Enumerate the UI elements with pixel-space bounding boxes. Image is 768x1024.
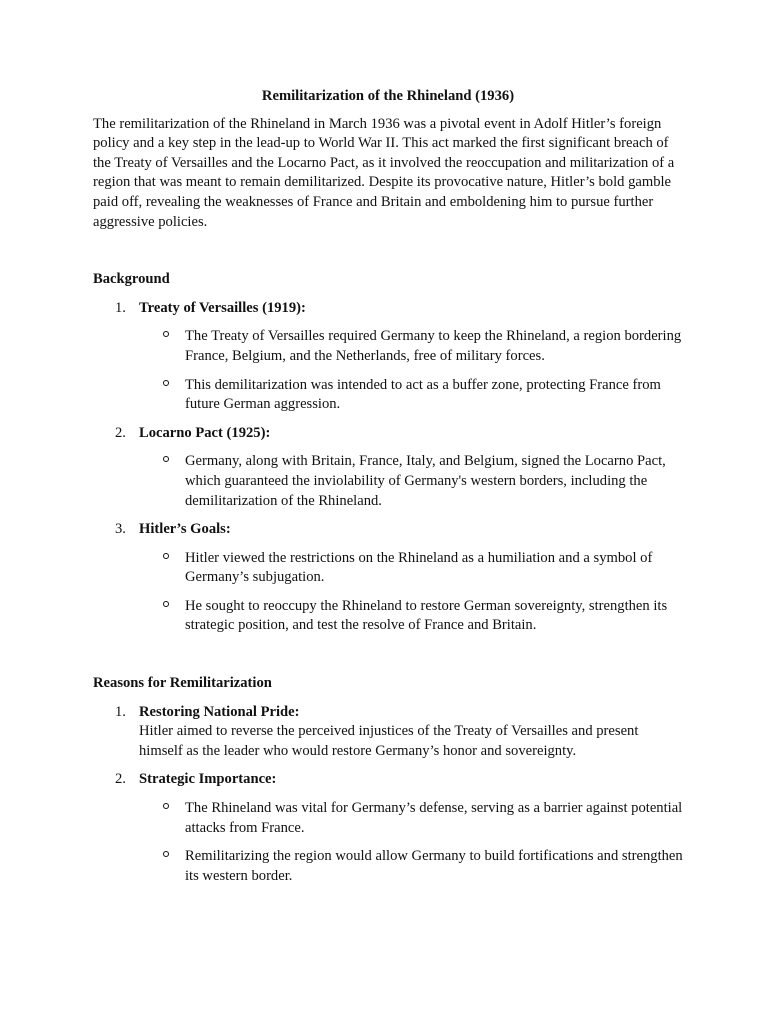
- sub-list: [139, 452, 683, 511]
- item-title: Restoring National Pride:: [139, 703, 300, 720]
- sub-item: [139, 597, 683, 636]
- bullet-circle-icon: [163, 803, 169, 809]
- sub-item-text: Germany, along with Britain, France, Italy, and Belgium, signed the Locarno Pact, which guaranteed the inviolability of Germany's western borders, including the demilitarization of the Rhineland.: [185, 453, 666, 509]
- sub-item-text: Hitler viewed the restrictions on the Rhineland as a humiliation and a symbol of Germany’s subjugation.: [185, 549, 653, 586]
- bullet-circle-icon: [163, 456, 169, 462]
- item-title: Locarno Pact (1925):: [139, 424, 271, 441]
- sub-item-text: Remilitarizing the region would allow Germany to build fortifications and strengthen its western border.: [185, 848, 683, 884]
- sub-item: [139, 376, 683, 415]
- bullet-circle-icon: [163, 601, 169, 607]
- sub-list: [139, 327, 683, 414]
- sub-item: [139, 549, 683, 588]
- sub-item: [139, 799, 683, 838]
- item-title: Treaty of Versailles (1919):: [139, 299, 306, 316]
- document-page: [93, 87, 683, 895]
- item-title: Hitler’s Goals:: [139, 521, 231, 538]
- bullet-circle-icon: [163, 851, 169, 857]
- item-number: 1.: [115, 703, 126, 720]
- list-item: [93, 703, 683, 762]
- section-heading-background: Background: [93, 271, 170, 288]
- sub-item-text: He sought to reoccupy the Rhineland to restore German sovereignty, strengthen its strategic position, and test the resolve of France and Britain.: [185, 597, 668, 634]
- item-number: 2.: [115, 424, 126, 441]
- bullet-circle-icon: [163, 380, 169, 386]
- list-item: [93, 424, 683, 511]
- document-title: Remilitarization of the Rhineland (1936): [261, 88, 515, 104]
- bullet-circle-icon: [163, 553, 169, 559]
- item-number: 2.: [115, 771, 126, 788]
- bullet-circle-icon: [163, 331, 169, 337]
- list-item: [93, 770, 683, 886]
- item-text: Hitler aimed to reverse the perceived injustices of the Treaty of Versailles and present himself as the leader who would restore Germany’s honor and sovereignty.: [139, 723, 639, 759]
- item-title: Strategic Importance:: [139, 771, 277, 788]
- background-list: [93, 299, 683, 636]
- reasons-list: [93, 703, 683, 887]
- item-number: 1.: [115, 299, 126, 316]
- list-item: [93, 299, 683, 415]
- list-item: [93, 520, 683, 636]
- item-number: 3.: [115, 521, 126, 538]
- sub-item: [139, 327, 683, 366]
- sub-item-text: This demilitarization was intended to act as a buffer zone, protecting France from future German aggression.: [185, 376, 661, 413]
- sub-list: [139, 799, 683, 886]
- sub-item-text: The Treaty of Versailles required Germany to keep the Rhineland, a region bordering France, Belgium, and the Netherlands, free of military forces.: [185, 328, 682, 364]
- sub-item: [139, 847, 683, 886]
- intro-paragraph: The remilitarization of the Rhineland in March 1936 was a pivotal event in Adolf Hitler’s foreign policy and a key step in the lead-up to World War II. This act marked the first significant breach of the Treaty of Versailles and the Locarno Pact, as it involved the reoccupation and militarization of a region that was meant to remain demilitarized. Despite its provocative nature, Hitler’s bold gamble paid off, revealing the weaknesses of France and Britain and emboldening him to pursue further aggressive policies.: [93, 115, 675, 230]
- sub-item: [139, 452, 683, 511]
- sub-list: [139, 549, 683, 636]
- section-heading-reasons: Reasons for Remilitarization: [93, 675, 272, 692]
- sub-item-text: The Rhineland was vital for Germany’s defense, serving as a barrier against potential attacks from France.: [185, 800, 683, 836]
